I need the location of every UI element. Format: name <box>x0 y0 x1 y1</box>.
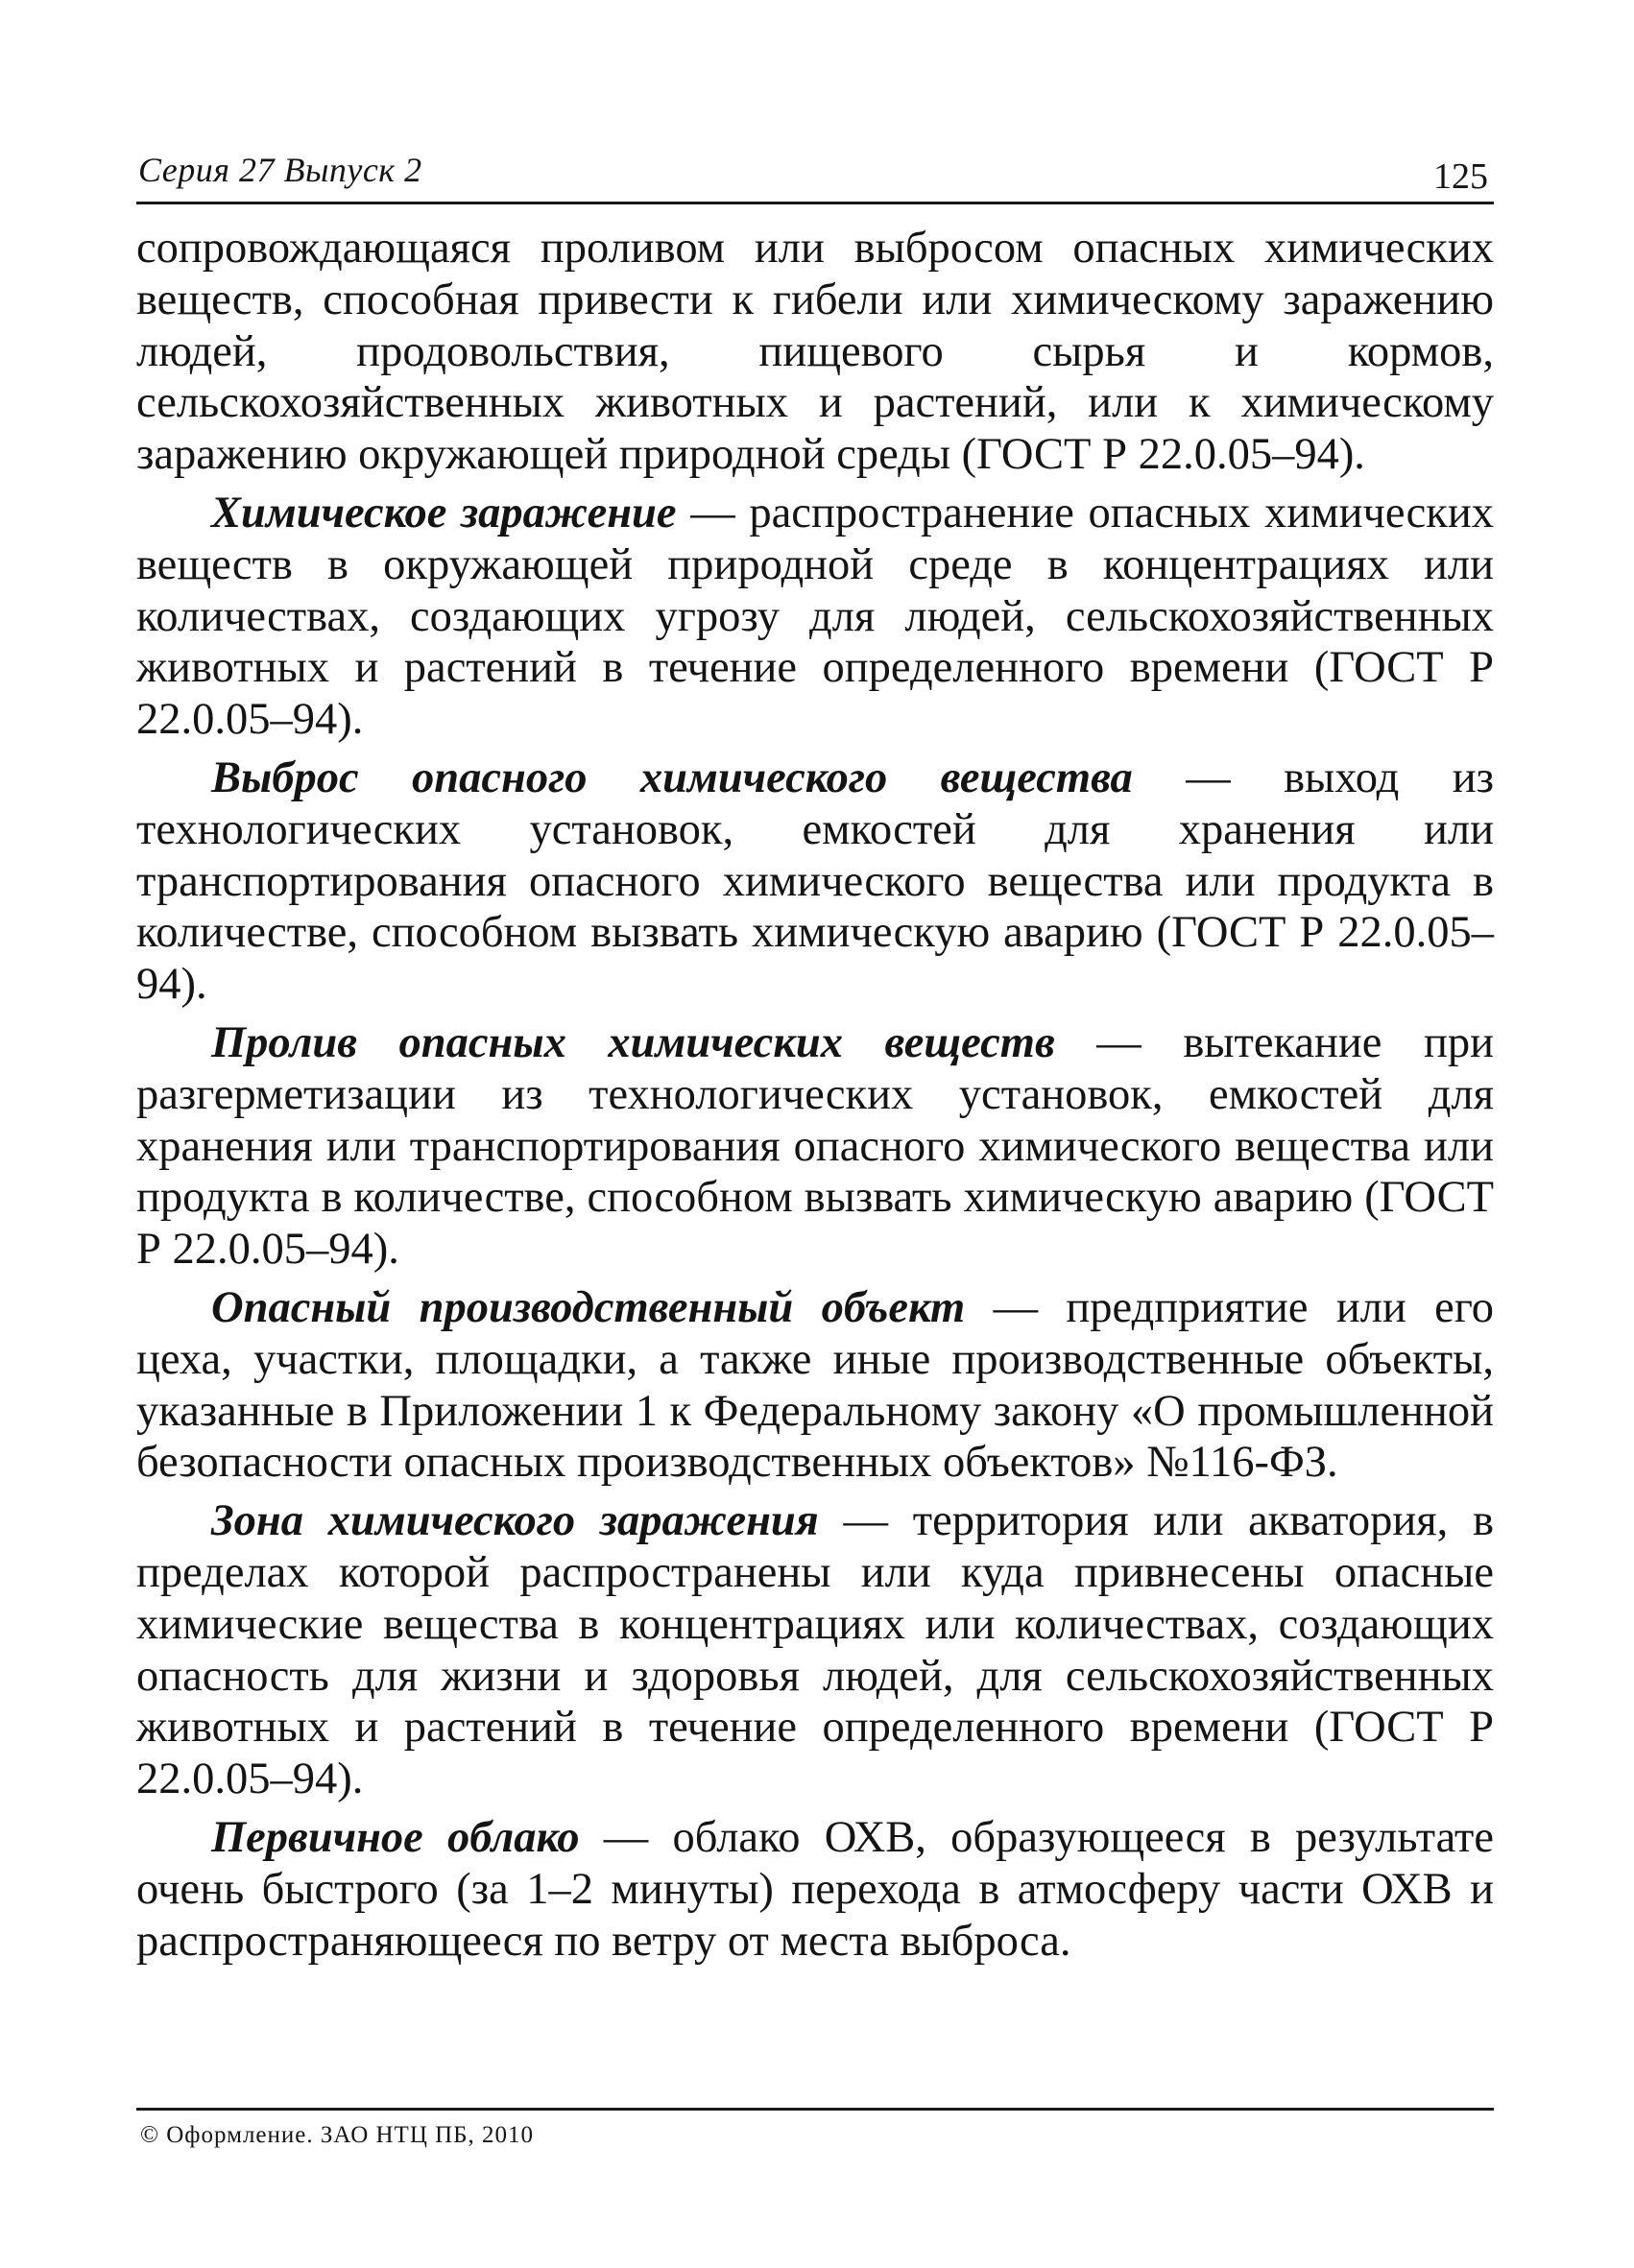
definition-hazardous-facility <box>136 1282 1494 1489</box>
definition-text: — вытекание при разгерметизации из технологических установок, емкостей для хранения или транспортирования опасного химического вещества или продукта в количестве, способном вызвать химическую аварию (ГОСТ Р 22.0.05–94). <box>136 1017 1494 1275</box>
definition-text: — предприятие или его цеха, участки, площадки, а также иные производственные объекты, указанные в Приложении 1 к Федеральному закону «О промышленной безопасности опасных производственных объектов» №116-ФЗ. <box>136 1282 1494 1488</box>
series-issue-label: Серия 27 Выпуск 2 <box>138 151 422 189</box>
definition-text: — выход из технологических установок, емкостей для хранения или транспортирования опасного химического вещества или продукта в количестве, способном вызвать химическую аварию (ГОСТ Р 22.0.05–94). <box>136 752 1494 1010</box>
page-footer <box>136 2108 1494 2148</box>
definition-text: — распространение опасных химических веществ в окружающей природной среде в концентрациях или количествах, создающих угрозу для людей, сельскохозяйственных животных и растений в течение определенного времени (ГОСТ Р 22.0.05–94). <box>136 488 1494 745</box>
paragraph-text: сопровождающаяся проливом или выбросом опасных химических веществ, способная привести к гибели или химическому заражению людей, продовольствия, пищевого сырья и кормов, сельскохозяйственных животных и растений, или к химическому заражению окружающей природной среды (ГОСТ Р 22.0.05–94). <box>136 224 1494 480</box>
definition-text: — облако ОХВ, образующееся в результате очень быстрого (за 1–2 минуты) перехода в атмосферу части ОХВ и распространяющееся по ветру от места выброса. <box>136 1812 1494 1966</box>
definition-term: Первичное облако <box>211 1812 580 1862</box>
definition-term: Опасный производственный объект <box>211 1282 966 1332</box>
paragraph-continuation <box>136 223 1494 481</box>
definition-term: Выброс опасного химического вещества <box>211 752 1133 802</box>
definition-text: — территория или акватория, в пределах которой распространены или куда привнесены опасные химические вещества в концентрациях или количествах, создающих опасность для жизни и здоровья людей, для сельскохозяйственных животных и растений в течение определенного времени (ГОСТ Р 22.0.05–94). <box>136 1496 1494 1804</box>
definition-contamination-zone <box>136 1495 1494 1805</box>
definition-term: Химическое заражение <box>211 488 677 537</box>
definition-term: Зона химического заражения <box>211 1496 819 1546</box>
page-number: 125 <box>1433 156 1488 197</box>
definition-chemical-release <box>136 752 1494 1011</box>
definition-chemical-spill <box>136 1017 1494 1276</box>
definition-chemical-contamination <box>136 488 1494 746</box>
copyright-notice: © Оформление. ЗАО НТЦ ПБ, 2010 <box>140 2122 535 2148</box>
definition-term: Пролив опасных химических веществ <box>211 1017 1055 1067</box>
body-text <box>136 223 1494 1973</box>
definition-primary-cloud <box>136 1812 1494 1967</box>
page-header <box>136 142 1494 204</box>
